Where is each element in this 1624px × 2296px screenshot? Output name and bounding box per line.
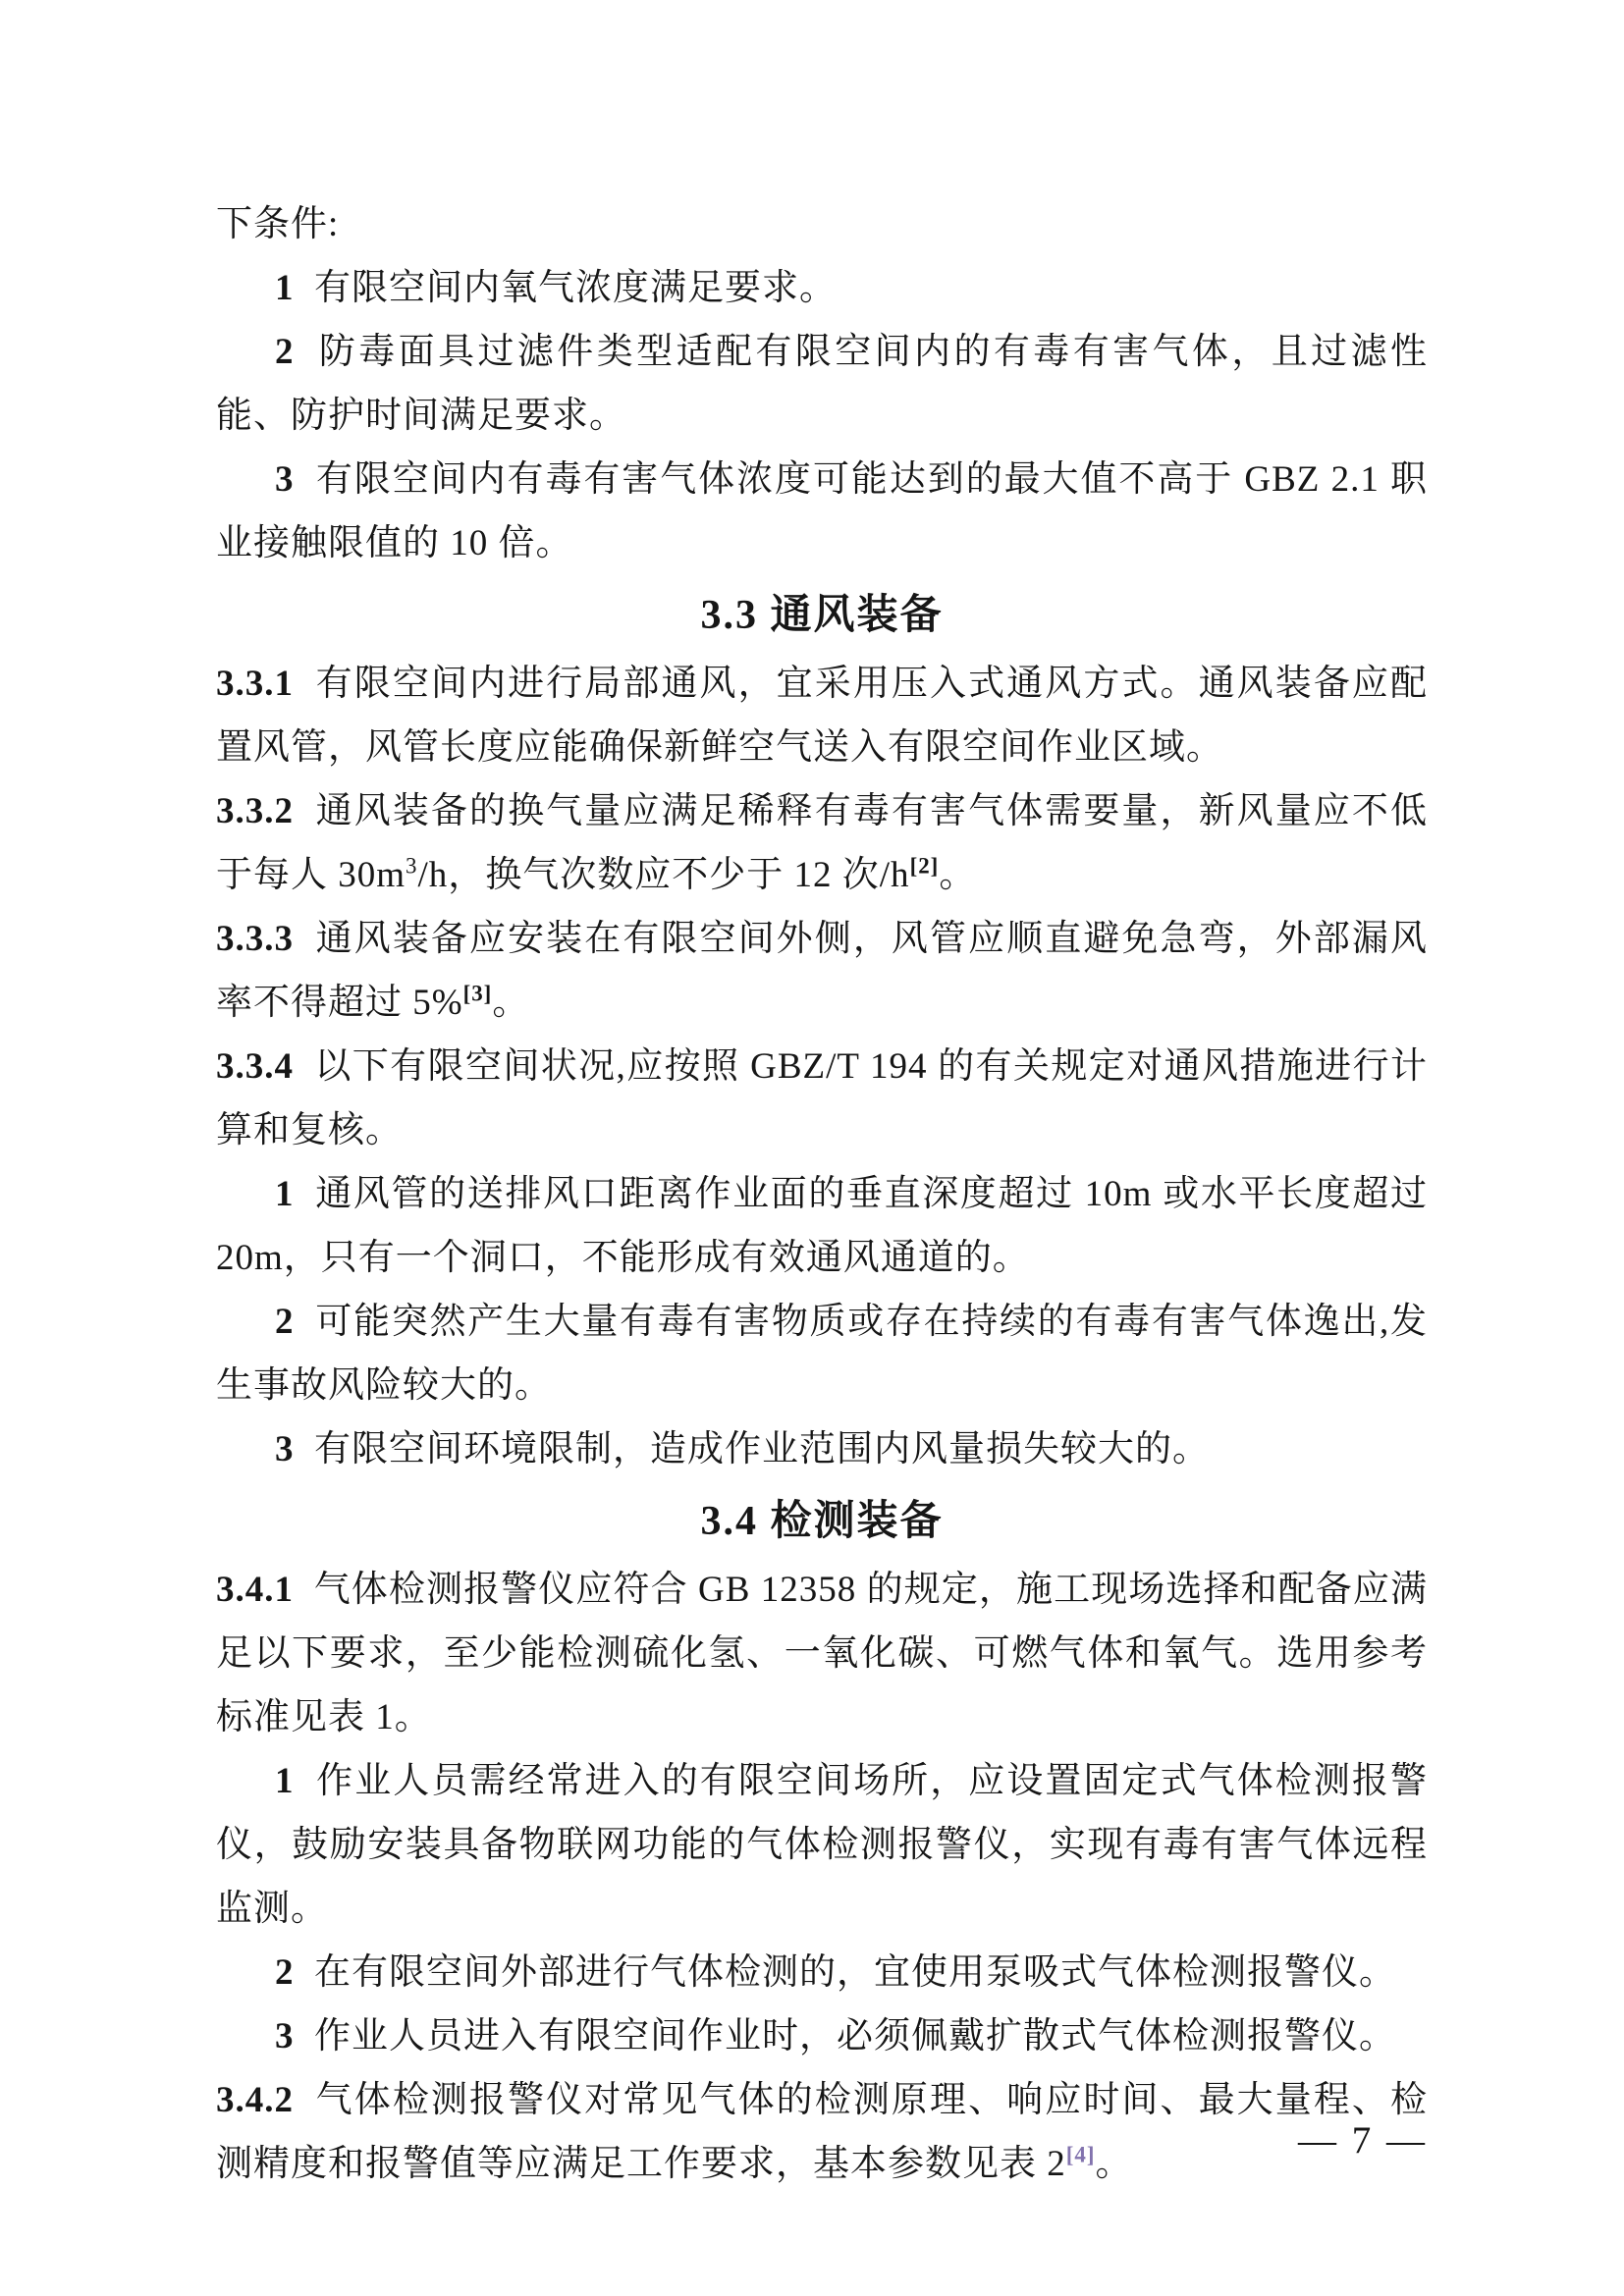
section-heading-3-3: 3.3 通风装备 [700,593,944,638]
document-content [216,192,1438,2196]
text-segment: 有限空间内氧气浓度满足要求。 [294,268,837,308]
text-segment: 3 [275,2016,295,2056]
numbered-item-3-3-4-3 [216,1417,1428,1481]
clause-3-3-1 [216,652,1428,779]
text-segment: 2 [275,1302,295,1342]
text-segment: 2 [275,1952,295,1993]
text-segment: 。 [939,855,977,895]
text-segment: 2 [275,332,295,372]
clause-3-3-2 [216,779,1428,907]
section-heading-3-4: 3.4 检测装备 [700,1499,944,1544]
text-segment: 作业人员进入有限空间作业时，必须佩戴扩散式气体检测报警仪。 [294,2016,1396,2056]
text-segment: 3.4.1 [216,1570,294,1610]
text-segment: 3.4.2 [216,2080,294,2120]
numbered-item-3-4-1-2 [216,1941,1428,2004]
continuation-paragraph [216,192,1428,256]
text-segment: 可能突然产生大量有毒有害物质或存在持续的有毒有害气体逸出,发生事故风险较大的。 [216,1302,1428,1406]
page-number: — 7 — [1298,2119,1428,2162]
text-segment: 3.3.1 [216,664,294,704]
text-segment: 3.3.2 [216,791,294,831]
superscript: [2] [909,853,940,879]
text-segment: 通风装备应安装在有限空间外侧，风管应顺直避免急弯，外部漏风率不得超过 5% [216,919,1428,1023]
text-segment: 3 [275,459,295,500]
text-segment: 1 [275,1174,295,1214]
text-segment: 气体检测报警仪应符合 GB 12358 的规定，施工现场选择和配备应满足以下要求，至少能检测硫化氢、一氧化碳、可燃气体和氧气。选用参考标准见表 1。 [216,1570,1428,1737]
text-segment: 3 [275,1429,295,1469]
reference-superscript: [4] [1065,2142,1096,2167]
text-segment: 通风装备的换气量应满足稀释有毒有害气体需要量，新风量应不低于每人 30m [216,791,1428,895]
text-segment: 。 [1095,2144,1133,2184]
clause-3-3-3 [216,907,1428,1035]
numbered-item-2 [216,320,1428,448]
numbered-item-3-4-1-3 [216,2004,1428,2068]
numbered-item-1 [216,256,1428,320]
text-segment: 有限空间环境限制，造成作业范围内风量损失较大的。 [294,1429,1210,1469]
text-segment: 气体检测报警仪对常见气体的检测原理、响应时间、最大量程、检测精度和报警值等应满足工作要求，基本参数见表 2 [216,2080,1428,2184]
text-segment: 有限空间内有毒有害气体浓度可能达到的最大值不高于 GBZ 2.1 职业接触限值的 10 倍。 [216,459,1428,563]
text-segment: 3.3.3 [216,919,294,959]
text-segment: 防毒面具过滤件类型适配有限空间内的有毒有害气体，且过滤性能、防护时间满足要求。 [216,332,1428,436]
text-segment: 1 [275,1761,295,1801]
numbered-item-3-3-4-1 [216,1162,1438,1290]
numbered-item-3-4-1-1 [216,1749,1428,1941]
text-segment: 有限空间内进行局部通风，宜采用压入式通风方式。通风装备应配置风管，风管长度应能确保新鲜空气送入有限空间作业区域。 [216,664,1428,768]
text-segment: 作业人员需经常进入的有限空间场所，应设置固定式气体检测报警仪，鼓励安装具备物联网功能的气体检测报警仪，实现有毒有害气体远程监测。 [216,1761,1428,1929]
superscript: [3] [462,981,493,1006]
text-segment: /h，换气次数应不少于 12 次/h [417,855,910,895]
numbered-item-3-3-4-2 [216,1290,1428,1417]
text-segment: 3.3.4 [216,1046,294,1087]
text-segment: 1 [275,268,295,308]
numbered-item-3 [216,448,1428,575]
text-segment: 在有限空间外部进行气体检测的，宜使用泵吸式气体检测报警仪。 [294,1952,1396,1993]
text-segment: 以下有限空间状况,应按照 GBZ/T 194 的有关规定对通风措施进行计算和复核。 [216,1046,1428,1150]
clause-3-4-1 [216,1558,1428,1749]
superscript: 3 [406,853,418,879]
text-segment: 下条件: [216,204,340,244]
text-segment: 。 [492,983,530,1023]
clause-3-3-4 [216,1035,1428,1162]
text-segment: 通风管的送排风口距离作业面的垂直深度超过 10m 或水平长度超过 20m，只有一个洞口，不能形成有效通风通道的。 [216,1174,1438,1278]
